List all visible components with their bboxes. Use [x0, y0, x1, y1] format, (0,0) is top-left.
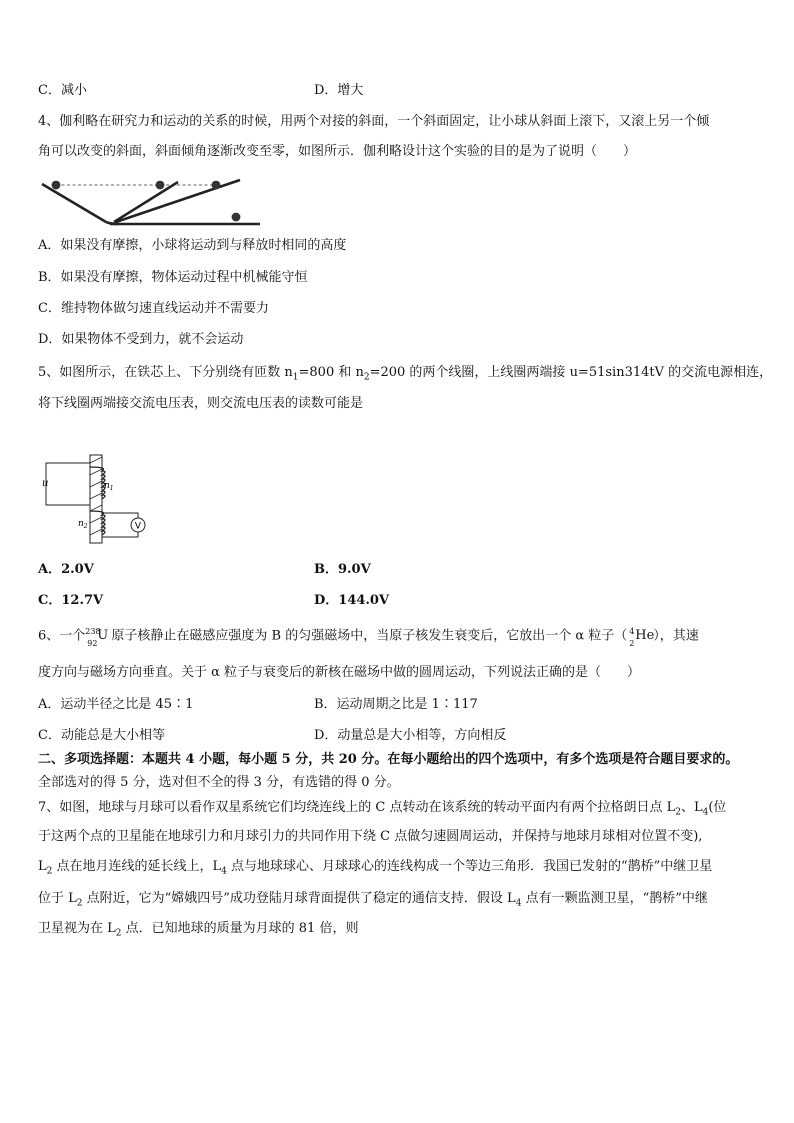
q5-option-b: B．9.0V — [314, 562, 371, 577]
q5-stem-line2: 将下线圈两端接交流电压表，则交流电压表的读数可能是 — [38, 396, 364, 411]
q3-option-c: C．减小 — [38, 83, 87, 98]
q4-option-d: D．如果物体不受到力，就不会运动 — [38, 332, 244, 347]
coil-n1-label: $n_1$ — [104, 481, 114, 492]
q6-option-b: B．运动周期之比是 1∶117 — [314, 697, 478, 712]
q7-stem-line3: $L_2$ 点在地月连线的延长线上，$L_4$ 点与地球球心、月球球心的连线构成一个等边三角形．我国已发射的“鹊桥”中继卫星 — [38, 859, 713, 877]
source-label: u — [42, 478, 49, 489]
q6-option-a: A．运动半径之比是 45∶1 — [38, 697, 194, 712]
q4-option-b: B．如果没有摩擦，物体运动过程中机械能守恒 — [38, 270, 308, 285]
q7-stem-line1: 7、如图，地球与月球可以看作双星系统它们均绕连线上的 C 点转动在该系统的转动平面内有两个拉格朗日点 $L_2$、$L_4$(位 — [38, 800, 727, 818]
q4-stem-line2: 角可以改变的斜面，斜面倾角逐渐改变至零，如图所示．伽利略设计这个实验的目的是为了说明（ ） — [38, 144, 637, 159]
q4-option-c: C．维持物体做匀速直线运动并不需要力 — [38, 301, 269, 316]
uranium-nuclide: 238 92 U — [85, 627, 109, 648]
section2-heading-line2: 全部选对的得 5 分，选对但不全的得 3 分，有选错的得 0 分。 — [38, 775, 400, 790]
q6-stem-line1: 6、一个 238 92 U 原子核静止在磁感应强度为 B 的匀强磁场中，当原子核发生衰变后，它放出一个 α 粒子（ 4 2 He ），其速 — [38, 627, 699, 648]
q6-stem-line2: 度方向与磁场方向垂直。关于 α 粒子与衰变后的新核在磁场中做的圆周运动，下列说法正确的是（ ） — [38, 665, 641, 680]
helium-nuclide: 4 2 He — [629, 627, 655, 648]
incline-figure — [36, 172, 262, 228]
q6-option-d: D．动量总是大小相等，方向相反 — [314, 728, 507, 743]
coil-n2-label: $n_2$ — [78, 519, 88, 530]
q5-option-d: D．144.0V — [314, 593, 390, 608]
q4-stem-line1: 4、伽利略在研究力和运动的关系的时候，用两个对接的斜面，一个斜面固定，让小球从斜面上滚下，又滚上另一个倾 — [38, 114, 710, 129]
voltmeter-label: V — [134, 521, 142, 532]
transformer-figure — [38, 453, 150, 547]
q5-stem-line1: 5、如图所示，在铁芯上、下分别绕有匝数 $n_1=800$ 和 $n_2=200$ 的两个线圈，上线圈两端接 u=51sin314tV 的交流电源相连， — [38, 365, 773, 383]
q5-option-c: C．12.7V — [38, 593, 104, 608]
q6-option-c: C．动能总是大小相等 — [38, 728, 165, 743]
q7-stem-line2: 于这两个点的卫星能在地球引力和月球引力的共同作用下绕 C 点做匀速圆周运动，并保持与地球月球相对位置不变), — [38, 829, 703, 844]
q4-option-a: A．如果没有摩擦，小球将运动到与释放时相同的高度 — [38, 238, 347, 253]
q3-option-d: D．增大 — [314, 83, 364, 98]
q7-stem-line5: 卫星视为在 $L_2$ 点．已知地球的质量为月球的 81 倍，则 — [38, 921, 359, 939]
q5-option-a: A．2.0V — [38, 562, 94, 577]
section2-heading-line1: 二、多项选择题：本题共 4 小题，每小题 5 分，共 20 分。在每小题给出的四个选项中，有多个选项是符合题目要求的。 — [38, 752, 739, 767]
q7-stem-line4: 位于 $L_2$ 点附近，它为“嫦娥四号”成功登陆月球背面提供了稳定的通信支持．假设 $L_4$ 点有一颗监测卫星，“鹊桥”中继 — [38, 891, 708, 909]
